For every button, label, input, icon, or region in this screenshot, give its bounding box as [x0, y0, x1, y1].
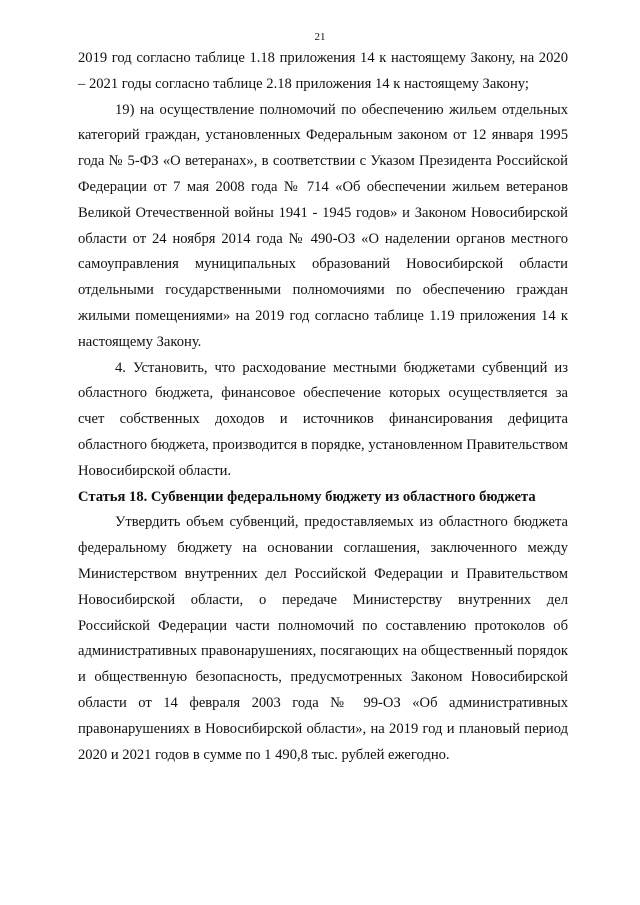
- paragraph-item-4: 4. Установить, что расходование местными бюджетами субвенций из областного бюджета, финансовое обеспечение которых осуществляется за счет собственных доходов и источников финансирования дефицита областного бюджета, производится в порядке, установленном Правительством Новосибирской области.: [78, 359, 568, 479]
- paragraph-continuation: 2019 год согласно таблице 1.18 приложения 14 к настоящему Закону, на 2020 – 2021 годы согласно таблице 2.18 приложения 14 к настоящему Закону;: [78, 50, 568, 92]
- document-body: [78, 46, 568, 768]
- page-number: 21: [314, 31, 326, 43]
- article-body: Утвердить объем субвенций, предоставляемых из областного бюджета федеральному бюджету на основании соглашения, заключенного между Министерством внутренних дел Российской Федерации и Правительством Новосибирской области, о передаче Министерству внутренних дел Российской Федерации части полномочий по составлению протоколов об административных правонарушениях, посягающих на общественный порядок и общественную безопасность, предусмотренных Законом Новосибирской области от 14 февраля 2003 года № 99-ОЗ «Об административных правонарушениях в Новосибирской области», на 2019 год и плановый период 2020 и 2021 годов в сумме по 1 490,8 тыс. рублей ежегодно.: [78, 514, 568, 763]
- paragraph-item-19: 19) на осуществление полномочий по обеспечению жильем отдельных категорий граждан, установленных Федеральным законом от 12 января 1995 года № 5-ФЗ «О ветеранах», в соответствии с Указом Президента Российской Федерации от 7 мая 2008 года № 714 «Об обеспечении жильем ветеранов Великой Отечественной войны 1941 - 1945 годов» и Законом Новосибирской области от 24 ноября 2014 года № 490-ОЗ «О наделении органов местного самоуправления муниципальных образований Новосибирской области отдельными государственными полномочиями по обеспечению граждан жилыми помещениями» на 2019 год согласно таблице 1.19 приложения 14 к настоящему Закону.: [78, 101, 568, 350]
- article-heading: Статья 18. Субвенции федеральному бюджету из областного бюджета: [78, 488, 536, 505]
